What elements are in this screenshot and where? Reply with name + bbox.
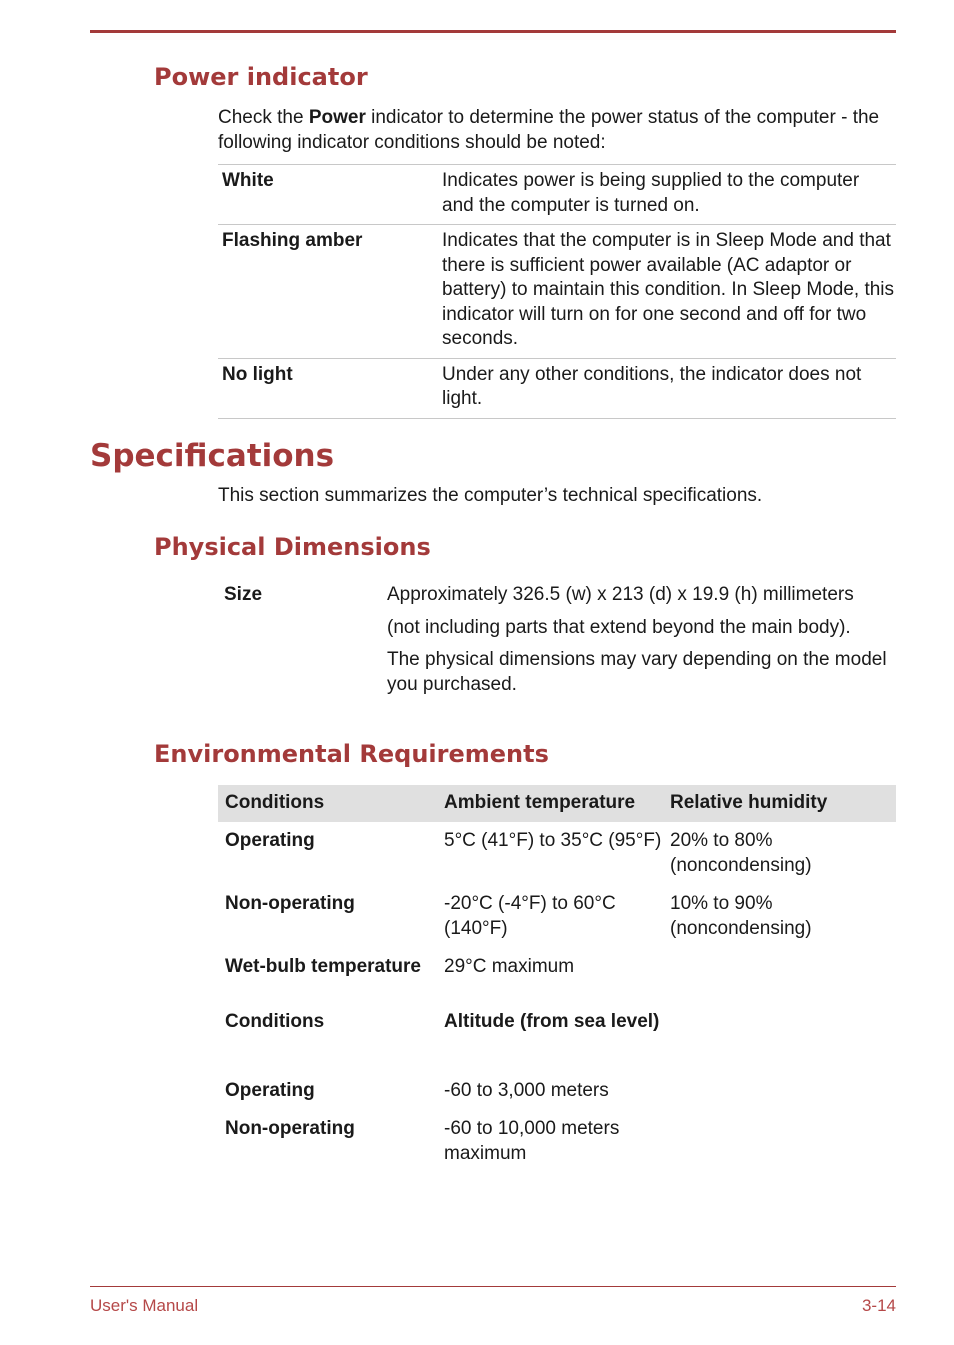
environmental-heading: Environmental Requirements [154, 740, 549, 768]
header-cell: Relative humidity [670, 792, 828, 814]
table-row [224, 583, 904, 705]
environmental-table [218, 785, 896, 1166]
table-row [218, 225, 896, 359]
footer-title: User's Manual [90, 1296, 199, 1315]
page-number: 3-14 [861, 1296, 896, 1315]
altitude-header-row [218, 996, 896, 1072]
condition-cell: Wet-bulb temperature [225, 956, 422, 977]
indicator-term: No light [222, 363, 293, 385]
top-rule [90, 30, 896, 33]
size-line: The physical dimensions may vary depending on the model you purchased. [387, 649, 887, 695]
intro-bold: Power [308, 107, 366, 128]
altitude-cell: -60 to 10,000 meters maximum [444, 1118, 620, 1164]
temperature-cell: 5°C (41°F) to 35°C (95°F) [444, 830, 662, 851]
temperature-cell: 29°C maximum [444, 956, 575, 977]
table-row [218, 359, 896, 419]
table-row [218, 822, 896, 885]
size-desc [387, 583, 897, 705]
table-row [218, 165, 896, 225]
power-indicator-heading: Power indicator [154, 63, 368, 91]
dimensions-table [224, 583, 904, 705]
header-cell: Ambient temperature [444, 792, 636, 814]
altitude-cell: -60 to 3,000 meters [444, 1080, 609, 1101]
power-indicator-intro [218, 106, 898, 155]
physical-dimensions-heading: Physical Dimensions [154, 533, 431, 561]
humidity-cell: 10% to 90% (noncondensing) [670, 893, 812, 939]
header-cell: Conditions [225, 792, 325, 814]
header-cell: Conditions [225, 1011, 325, 1032]
indicator-desc: Indicates power is being supplied to the computer and the computer is turned on. [442, 170, 860, 216]
indicator-desc: Under any other conditions, the indicator does not light. [442, 363, 862, 409]
specifications-intro: This section summarizes the computer’s technical specifications. [218, 485, 763, 506]
table-header [218, 785, 896, 822]
table-row [218, 885, 896, 948]
indicator-desc: Indicates that the computer is in Sleep Mode and that there is sufficient power available (AC adaptor or battery) to maintain this condition. In Sleep Mode, this indicator will turn on for one second and off for two seconds. [442, 230, 895, 349]
humidity-cell [670, 955, 896, 996]
intro-text: Check the [218, 107, 309, 128]
indicator-term: White [222, 170, 274, 191]
specifications-heading: Specifications [90, 438, 335, 474]
size-line: (not including parts that extend beyond the main body). [387, 616, 851, 638]
intro-text: indicator to determine the power status of the computer - the following indicator conditions should be noted: [218, 107, 880, 153]
humidity-cell: 20% to 80% (noncondensing) [670, 830, 812, 876]
condition-cell: Non-operating [225, 1118, 355, 1139]
table-row [218, 1072, 896, 1110]
condition-cell: Operating [225, 1080, 315, 1101]
header-cell: Altitude (from sea level) [444, 1011, 660, 1032]
condition-cell: Operating [225, 830, 315, 851]
bottom-rule [90, 1286, 896, 1287]
temperature-cell: -20°C (-4°F) to 60°C (140°F) [444, 893, 616, 939]
power-indicator-table [218, 164, 896, 419]
table-row [218, 1110, 896, 1166]
indicator-term: Flashing amber [222, 230, 363, 251]
size-term: Size [224, 584, 263, 605]
size-line: Approximately 326.5 (w) x 213 (d) x 19.9 (h) millimeters [387, 584, 854, 605]
table-row [218, 948, 896, 996]
condition-cell: Non-operating [225, 893, 355, 914]
